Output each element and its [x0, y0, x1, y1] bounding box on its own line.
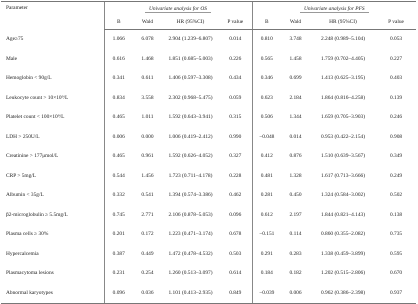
parameter-label: Plasmacytoma lesions — [6, 270, 54, 277]
cell: 0.481 — [252, 167, 281, 187]
cell: 1.510 (0.639–3.567) — [321, 153, 366, 160]
cell: 0.096 — [229, 211, 242, 218]
cell: 0.670 — [389, 270, 403, 277]
cell: 0.502 — [389, 192, 403, 199]
cell: 1.472 (0.478–4.532) — [168, 250, 213, 257]
cell: 0.565 — [252, 50, 281, 70]
cell: 0.990 — [229, 133, 242, 140]
cell: −0.151 — [252, 225, 281, 245]
cell: 0.201 — [104, 225, 133, 245]
parameter-label: Abnormal karyotypes — [1, 284, 104, 304]
cell: 1.066 — [104, 30, 133, 50]
table-row — [1, 186, 416, 206]
cell: 1.260 (0.513–3.097) — [168, 270, 213, 277]
cell: −0.039 — [252, 284, 281, 304]
cell: 0.860 (0.355–2.082) — [321, 231, 366, 238]
cell: 0.699 — [289, 75, 302, 82]
cell: 0.403 — [389, 75, 403, 82]
parameter-label: CRP > 5mg/L — [6, 172, 37, 179]
cell: 0.387 — [104, 245, 133, 265]
cell: 0.332 — [104, 186, 133, 206]
cell: 1.659 (0.705–3.903) — [321, 114, 366, 121]
parameter-label: Hypercalcemia — [6, 250, 39, 257]
table-row — [1, 264, 416, 284]
cell: 0.961 — [141, 153, 154, 160]
cell: 0.810 — [252, 30, 281, 50]
table-row — [1, 50, 416, 70]
cell: 0.281 — [252, 186, 281, 206]
cell: 1.592 (0.626–4.052) — [168, 153, 213, 160]
univariate-analysis-table — [1, 1, 416, 304]
col-header: B — [252, 17, 281, 30]
cell: 1.344 — [289, 114, 302, 121]
cell: −0.048 — [252, 128, 281, 148]
cell: 2.106 (0.878–5.053) — [168, 211, 213, 218]
col-header: P value — [219, 17, 252, 30]
cell: 1.617 (0.713–3.666) — [321, 172, 366, 179]
cell: 0.678 — [229, 231, 242, 238]
col-header: HR (95%CI) — [162, 17, 219, 30]
cell: 2.184 — [289, 94, 302, 101]
cell: 0.412 — [252, 147, 281, 167]
cell: 0.908 — [389, 133, 403, 140]
cell: 1.223 (0.471–3.174) — [168, 231, 213, 238]
cell: 0.139 — [389, 94, 403, 101]
cell: 0.849 — [219, 284, 252, 304]
cell: 6.078 — [141, 36, 154, 43]
parameter-label: Creatinine > 177μmol/L — [6, 153, 59, 160]
cell: 0.014 — [289, 133, 302, 140]
cell: 2.302 (0.968–5.475) — [168, 94, 213, 101]
cell: 1.456 — [141, 172, 154, 179]
cell: 0.138 — [389, 211, 403, 218]
cell: 1.328 — [289, 172, 302, 179]
table-row — [1, 284, 416, 304]
cell: 2.904 (1.239–6.807) — [168, 36, 213, 43]
cell: 1.458 — [289, 55, 302, 62]
cell: 0.227 — [389, 55, 403, 62]
cell: 0.014 — [229, 36, 242, 43]
cell: 0.246 — [389, 114, 403, 121]
col-header: B — [104, 17, 133, 30]
parameter-label: Plasma cells ≥ 30% — [6, 231, 49, 238]
cell: 1.011 — [141, 114, 154, 121]
cell: 0.611 — [141, 75, 154, 82]
cell: 0.541 — [141, 192, 154, 199]
cell: 2.197 — [289, 211, 302, 218]
cell: 0.449 — [141, 250, 154, 257]
table-row — [1, 225, 416, 245]
cell: 3.558 — [141, 94, 154, 101]
cell: 0.036 — [133, 284, 162, 304]
cell: 0.953 (0.422–2.154) — [321, 133, 366, 140]
table-row — [1, 245, 416, 265]
cell: 0.503 — [229, 250, 242, 257]
cell: 0.595 — [389, 250, 403, 257]
table-row — [1, 147, 416, 167]
cell: 0.249 — [389, 172, 403, 179]
cell: 0.172 — [141, 231, 154, 238]
col-header: P value — [376, 17, 416, 30]
cell: 0.231 — [104, 264, 133, 284]
cell: 1.394 (0.574–3.386) — [168, 192, 213, 199]
cell: 0.735 — [389, 231, 403, 238]
cell: 1.592 (0.643–3.941) — [168, 114, 213, 121]
cell: 0.876 — [289, 153, 302, 160]
cell: 1.406 (0.597–3.308) — [168, 75, 213, 82]
cell: 1.844 (0.821–4.143) — [321, 211, 366, 218]
cell: 0.254 — [141, 270, 154, 277]
cell: 3.748 — [289, 36, 302, 43]
cell: 0.450 — [289, 192, 302, 199]
cell: 0.745 — [104, 206, 133, 226]
table-row — [1, 69, 416, 89]
cell: 0.465 — [104, 147, 133, 167]
cell: 0.612 — [252, 206, 281, 226]
cell: 0.349 — [389, 153, 403, 160]
table-row — [1, 89, 416, 109]
cell: 0.315 — [229, 114, 242, 121]
cell: 1.101 (0.413–2.935) — [162, 284, 219, 304]
cell: 0.096 — [104, 284, 133, 304]
parameter-header: Parameter — [1, 2, 104, 30]
parameter-label: Platelet count < 100×10⁹/L — [6, 114, 65, 121]
col-header: Wald — [133, 17, 162, 30]
cell: 0.544 — [104, 167, 133, 187]
cell: 1.468 — [141, 55, 154, 62]
table-row — [1, 30, 416, 50]
cell: 2.771 — [141, 211, 154, 218]
cell: 0.434 — [229, 75, 242, 82]
cell: 0.346 — [252, 69, 281, 89]
parameter-label: Age≥75 — [6, 35, 24, 42]
parameter-label: Hemoglobin < 90g/L — [6, 75, 52, 82]
cell: 0.059 — [229, 94, 242, 101]
cell: 0.614 — [229, 270, 242, 277]
cell: 0.114 — [289, 231, 302, 238]
cell: 1.324 (0.584–3.002) — [321, 192, 366, 199]
cell: 1.006 (0.419–2.412) — [168, 133, 213, 140]
parameter-label: LDH > 250U/L — [6, 133, 40, 140]
os-group-header: Univariate analysis for OS — [104, 2, 252, 18]
cell: 0.228 — [229, 172, 242, 179]
table-row — [1, 167, 416, 187]
cell: 0.623 — [252, 89, 281, 109]
cell: 0.226 — [229, 55, 242, 62]
cell: 0.962 (0.386–2.398) — [310, 284, 376, 304]
cell: 0.291 — [252, 245, 281, 265]
cell: 0.006 — [104, 128, 133, 148]
cell: 0.465 — [104, 108, 133, 128]
table-row — [1, 128, 416, 148]
cell: 2.248 (0.989–5.104) — [321, 36, 366, 43]
cell: 1.759 (0.702–4.405) — [321, 55, 366, 62]
cell: 1.413 (0.625–3.195) — [321, 75, 366, 82]
cell: 0.834 — [104, 89, 133, 109]
cell: 0.053 — [389, 36, 403, 43]
cell: 1.851 (0.685–5.003) — [168, 55, 213, 62]
cell: 0.616 — [104, 50, 133, 70]
cell: 0.182 — [289, 270, 302, 277]
table-row — [1, 206, 416, 226]
cell: 0.341 — [104, 69, 133, 89]
pfs-group-header: Univariate analysis for PFS — [252, 2, 416, 18]
cell: 0.006 — [281, 284, 310, 304]
cell: 0.937 — [376, 284, 416, 304]
cell: 0.327 — [229, 153, 242, 160]
cell: 1.338 (0.459–3.899) — [321, 250, 366, 257]
parameter-label: Albumin < 35g/L — [6, 192, 44, 199]
cell: 0.283 — [289, 250, 302, 257]
col-header: HR (95%CI) — [310, 17, 376, 30]
cell: 1.202 (0.515–2.806) — [321, 270, 366, 277]
header-row-groups — [1, 2, 416, 18]
col-header: Wald — [281, 17, 310, 30]
cell: 0.000 — [141, 133, 154, 140]
cell: 0.506 — [252, 108, 281, 128]
parameter-label: Leukocyte count > 10×10⁹/L — [6, 94, 69, 101]
cell: 1.864 (0.816–4.258) — [321, 94, 366, 101]
cell: 1.723 (0.711–4.178) — [168, 172, 213, 179]
parameter-label: Male — [6, 55, 18, 62]
cell: 0.462 — [229, 192, 242, 199]
cell: 0.184 — [252, 264, 281, 284]
table-row — [1, 108, 416, 128]
parameter-label: β2-microglobulin ≥ 5.5mg/L — [6, 211, 68, 218]
